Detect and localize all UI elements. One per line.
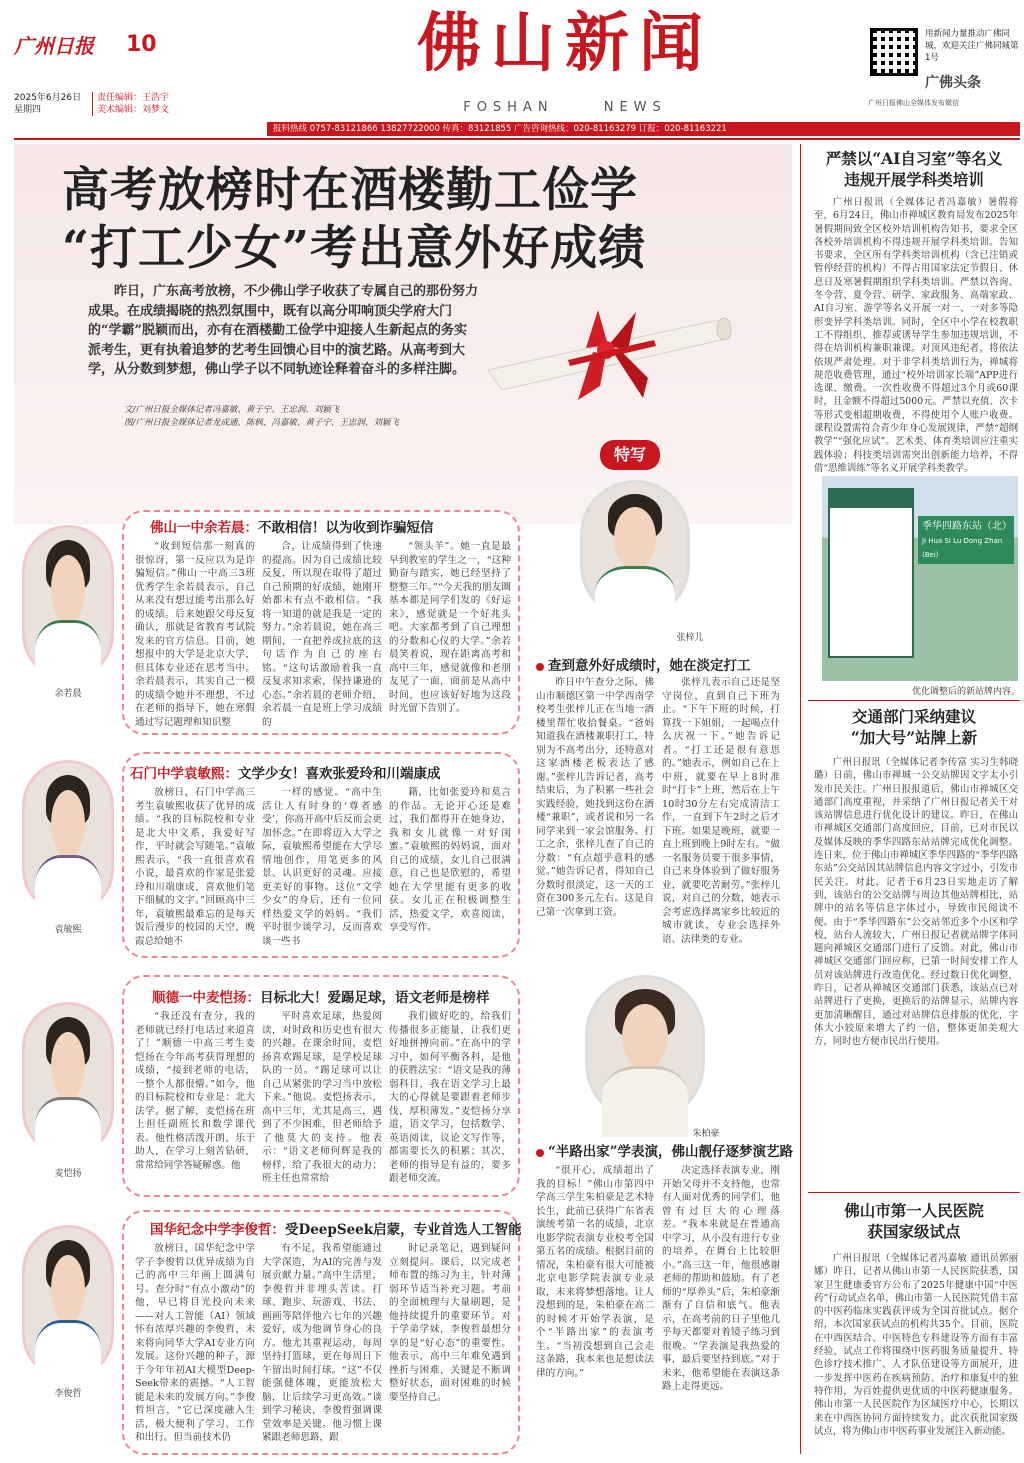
brand-name: 广佛头条 xyxy=(925,75,981,91)
photo-caption: 袁敏熙 xyxy=(54,925,82,935)
profile-title: 文学少女！喜欢张爱玲和川端康成 xyxy=(238,766,441,782)
profile-column: 有不足，我希望能通过大学深造，为AI的完善与发展贡献力量。”高中生活里，李俊哲并非埋头苦读。打球、跑步、玩游戏、书法、画画等陪伴他六七年的兴趣爱好，成为他调节身心的良方。他尤其重视运动，每周坚持打篮球，更在每周日下午留出时间打球。“这”不仅能强健体魄，更能放松大脑，让后续学习更高效。”谈到学习秘诀，李俊哲强调课堂效率是关键。他习惯上课紧跟老师思路，跟 xyxy=(262,1243,382,1443)
photo-caption: 优化调整后的新站牌内容。 xyxy=(911,687,1020,697)
headline-line-1: 高考放榜时在酒楼勤工俭学 xyxy=(62,163,638,218)
profile-column: 时记录笔记，遇到疑问立刻提问。课后，以完成老师布置的练习为主，针对薄弱环节适当补充习题。考前的全面梳理与大量刷题，是他持续提升的重要环节。对于学弟学妹，李俊哲最想分享的是“好心态”的重要性。他表示，高中三年难免遇到挫折与困难，关键是不断调整好状态，面对困难的时候要坚持自己。 xyxy=(389,1243,511,1403)
sidebar-title-line: 获国家级试点 xyxy=(867,1222,961,1241)
qr-caption: 用新闻力量推动广佛同城，欢迎关注广佛同城第1号 xyxy=(925,29,1019,63)
lead-paragraph: 昨日，广东高考放榜，不少佛山学子收获了专属自己的那份努力成果。在成绩揭晓的热烈氛围中，既有以高分叩响顶尖学府大门的“学霸”脱颖而出，亦有在酒楼勤工俭学中迎接人生新起点的务实派考生，更有执着追梦的艺考生回馈心目中的演艺路。从高考到大学，从分数到梦想，佛山学子以不同轨迹诠释着奋斗的多样注脚。 xyxy=(88,284,479,377)
profile-column: 放榜日，国华纪念中学学子李俊哲以优异成绩为自己的高中三年画上圆满句号。查分时“有点小激动”的他，早已将目光投向未来——对人工智能（AI）领域怀有浓厚兴趣的李俊哲，未来将向同华大学AI专业方向发展。这份兴趣的种子，源于今年年初AI大模型Deep-Seek带来的震撼。“人工智能是未来的发展方向。”李俊哲坦言，“它已深度融入生活，极大便利了学习、工作和出行。但当前技术仍 xyxy=(135,1243,255,1443)
photo-caption: 麦恺扬 xyxy=(54,1169,82,1179)
portrait-photo xyxy=(585,975,705,1123)
profile-column: 我们做好吃的，给我们传播很多正能量，让我们更好地拼搏向前。”在高中的学习中，如何平衡各科，是他的获胜法宝：“语文是我的薄弱科目，我在语文学习上最大的心得就是要跟着老师步伐，厚积薄发。”麦恺扬分享道，语文学习，包括数学、英语阅读，议论文写作等，都需要长久的积累；其次，老师的指导是有益的，要多跟老师交流。 xyxy=(389,1011,511,1184)
issue-date xyxy=(14,92,81,116)
sidebar-title-line: “加大号”站牌上新 xyxy=(850,728,978,747)
profile-headline xyxy=(152,986,490,1006)
sidebar-story-text: 广州日报讯（全媒体记者冯嘉敏）暑假将至，6月24日，佛山市禅城区教育局发布2025年暑假期间致全区校外培训机构告知书，要求全区各校外培训机构不得违规开展学科类培训。告知书要求，全区所有学科类培训机构（含已注销或暂停经营的机构）不得占用国家法定节假日、休息日及寒暑假期组织学科类培训。严禁以咨询、冬令营、夏令营、研学、家政服务、高端家政、AI自习室、游学等名义开展一对一、一对多等隐形变异学科类培训。同时，全区中小学在校教职工不得组织、推荐或诱导学生参加违规培训，不得在培训机构兼职兼课。对顶风违纪者，将依法依规严肃处理。对于非学科类培训行为，禅城将规范收费管理，通过“校外培训家长端”APP进行选课、缴费。一次性收费不得超过3个月或60课时，且金额不得超过5000元。严禁以充值、次卡等形式变相超期收费，不得使用个人账户收费。课程设置需符合青少年身心发展规律，严禁“超纲教学”“强化应试”。艺术类、体育类培训应注重实践体验；科技类培训需突出创新能力培养，不得借“思维训练”等名义开展学科类教学。 xyxy=(814,197,1018,474)
section-title: 佛山新闻 xyxy=(417,6,713,81)
profile-headline xyxy=(130,762,441,782)
profile-school-name: 石门中学袁敏熙： xyxy=(130,766,238,782)
sign-station-name xyxy=(918,516,1014,564)
sidebar-title-line: 佛山市第一人民医院 xyxy=(844,1201,984,1220)
top-divider xyxy=(14,138,1020,140)
photo-caption: 李俊哲 xyxy=(54,1389,82,1399)
portrait-photo xyxy=(22,1225,114,1380)
profile-school-name: 佛山一中余若晨： xyxy=(150,520,258,536)
portrait-photo xyxy=(22,1002,114,1157)
profile-column: “我还没有查分，我的老师就已经打电话过来道喜了！”顺德一中高三考生麦恺扬在今年高考获得理想的成绩，“接到老师的电话，一整个人都很懵。”如今，他的目标院校和专业是：北大法学。据了解，麦恺扬在班上担任副班长和数学课代表。他性格活泼开朗，乐于助人，在学习上刻苦钻研，常常给同学答疑解惑。他 xyxy=(135,1011,255,1171)
profile-title: 受DeepSeek启蒙，专业首选人工智能 xyxy=(285,1222,522,1238)
profile-column: 放榜日，石门中学高三考生袁敏熙收获了优异的成绩。“我的目标院校和专业是北大中文系，我爱好写作，平时就会写随笔。”袁敏熙表示，“我一直很喜欢看小说，最喜欢的作家是张爱玲和川端康成，喜欢他们笔下细腻的文字。”回顾高中三年，袁敏熙最难忘的是每天饭后漫步的校园的天空，晚霞总给她不 xyxy=(135,787,255,947)
portrait-photo xyxy=(580,480,690,620)
editor-credits xyxy=(92,92,169,116)
sign-pinyin: Ji Hua Si Lu Dong Zhan (Bei) xyxy=(922,537,1003,559)
byline xyxy=(124,404,454,430)
profile-column: 平时喜欢足球，热爱阅读，对时政和历史也有很大的兴趣。在课余时间，麦恺扬喜欢踢足球，是学校足球队的一员。“踢足球可以让自己从紧张的学习当中放松下来。”他说。麦恺扬表示，高中三年，尤其是高三，遇到了不少困难，但老师给予了他莫大的支持。他表示：“语文老师何辉是我的榜样，给了我很大的动力；班主任也常常给 xyxy=(262,1011,382,1184)
sidebar-divider xyxy=(808,1192,1020,1193)
photo-caption: 余若晨 xyxy=(54,689,82,699)
feature-tag: 特写 xyxy=(600,440,660,470)
profile-title: 不敢相信！以为收到诈骗短信 xyxy=(258,520,434,536)
sidebar-title-line: 违规开展学科类培训 xyxy=(844,170,984,189)
contact-bar: 报料热线 0757-83121866 13827722000 传真：83121855 广告咨询热线：020-81163279 订报：020-81163221 xyxy=(267,122,1020,136)
profile-title: 目标北大！爱踢足球，语文老师是榜样 xyxy=(260,990,490,1006)
photo-caption: 张梓儿 xyxy=(676,633,704,643)
story-column: 昨日中午查分之际，佛山市顺德区第一中学西南学校考生张梓儿正在当地一酒楼里帮忙收拾餐桌。“爸妈知道我在酒楼兼职打工，特别为不高考出分，还特意对这家酒楼老板表达了感谢。”张梓儿告诉记者，高考结束后，为了积累一些社会实践经验，她找到这份在酒楼“兼职”，或者说和另一名同学来到一家会馆服务。打工之余，张梓儿查了自己的分数：“有点超乎意料的感觉。”她告诉记者，得知自己分数时很淡定，这一天的工资在300多元左右。这是自己第一次拿到工资。 xyxy=(536,677,654,918)
column-divider xyxy=(800,144,801,1454)
portrait-photo xyxy=(22,525,114,680)
sidebar-story-title xyxy=(808,148,1020,190)
sidebar-story-text: 广州日报讯（全媒体记者李传富 实习生韩晓璐）日前，佛山市禅城一公交站牌因文字太小引发市民关注。广州日报报道后，佛山市禅城区交通部门高度重视，并采纳了广州日报记者关于对该站牌信息进行优化设计的建议。昨日，在佛山市禅城区交通部门高度回应，目前，已对市民以及媒体反映的季华四路东站站牌完成优化调整。连日来，位于佛山市禅城区季华四路的“季华四路东站”公交站因其站牌信息内容文字过小，引发市民关注。对此，记者于6月23日实地走访了解到，该站台的公交站牌与周边其他站牌相比，站牌中的站名等信息字体过小，导致市民阅读不便。由于“季华四路东”公交站邻近多个小区和学校，站台人流较大，广州日报记者就站牌字体问题向禅城区交通部门进行了反馈。对此，佛山市禅城区交通部门回应称，已第一时间安排工作人员对该站牌进行改造优化。经过数日优化调整，昨日，记者从禅城区交通部门获悉，该站点已对站牌进行了更换，更换后的站牌显示，站牌内容更加清晰醒目，通过对站牌信息排版的优化，字体大小较原来增大了约一倍，整体更加美观大方，同时也方便市民出行使用。 xyxy=(814,757,1018,1048)
sidebar-story-text: 广州日报讯（全媒体记者冯嘉敏 通讯员郭丽娜）昨日，记者从佛山市第一人民医院获悉，国家卫生健康委官方公布了2025年健康中国“中医药”行动试点名单，佛山市第一人民医院凭借丰富的中医药临床实践获评成为全国首批试点。据介绍，本次国家获试点的机构共35个。目前，医院在中西医结合、中医特色专科建设等方面有丰富经验，试点工作将围绕中医药服务质量提升、特色诊疗技术推广、人才队伍建设等方面展开，进一步发挥中医药在疾病预防、治疗和康复中的独特作用，为百姓提供更优质的中医药健康服务。佛山市第一人民医院作为区域医疗中心，长期以来在中西医协同方面持续发力，此次获批国家级试点，将为佛山市中医药事业发展注入新动能。 xyxy=(814,1253,1018,1437)
sign-cn: 季华四路东站（北） xyxy=(922,521,1012,532)
sidebar-title-line: 严禁以“AI自习室”等名义 xyxy=(825,149,1003,168)
profile-column: 籍，比如张爱玲和莫言的作品。无论开心还是难过，我们都得开在她身边，我和女儿就像一对好闺蜜。”袁敏熙的妈妈说，面对自己的成绩，女儿自己很满意，自己也是欣慰的，希望她在大学里能有更多的收获。女儿正在积极调整生活，热爱文学，欢喜阅读，享受写作。 xyxy=(389,787,511,933)
story-column: 张梓儿表示自己还是坚守岗位，直到自己下班为止。“下午下班的时候，打算找一下姐姐，一起喝点什么庆祝一下。”她告诉记者。“打工还是很有意思的。”她表示，例如自己在上中班，就要在早上8时准时“打卡”上班，然后在上午10时30分左右完成清洁工作，一直到下午2时之后才下班。如果是晚班，就要一直上班到晚上9时左右。“做一名服务员要干很多事情，自己来身体验到了做好服务业，就要吃苦耐劳。”张梓儿说，对自己的分数，她表示会考虑选择离家乡比较近的城市就读，专业会选择外语、法律类的专业。 xyxy=(662,677,780,945)
headline xyxy=(62,162,762,278)
art-editor-text: 美术编辑：刘梦文 xyxy=(97,105,170,115)
brand-subtitle: 广州日报佛山全媒体发布微信 xyxy=(868,99,959,107)
profile-column: “领头羊”。她一直是最早到教室的学生之一，“这种勤奋与踏实，她已经坚持了整整三年。”“今天我的朋友圈基本都是同学们发的《好运来》，感觉就是一个好兆头吧。大家都考到了自己理想的分数和心仪的大学。”余若晨笑着说，现在距离高考和高中三年，感觉就像和老朋友见了一面，面前是从高中时间，也应该好好地为这段时光留下告别了。 xyxy=(389,541,511,714)
date-text: 2025年6月26日 xyxy=(14,93,82,103)
profile-school-name: 国华纪念中学李俊哲： xyxy=(150,1222,285,1238)
diploma-scroll-illustration xyxy=(468,290,768,410)
qr-code-icon xyxy=(870,28,918,76)
portrait-photo xyxy=(22,760,114,915)
profile-column: 合，让成绩得到了快速的提高。因为自己成绩比较反复，所以现在取得了超过自己预期的好成绩，她刚开始都未有点不敢相信。“我将一知道的就是我是一定的努力。”余若晨说，她在高三期间，一直把养成拉底的这句话作为自己的座右铭。“这句话激励着我一直反复求知求索，保持谦逊的心态。”余若晨的老师介绍，余若晨一直是班上学习成绩的 xyxy=(262,541,382,728)
story-headline: 查到意外好成绩时，她在淡定打工 xyxy=(536,654,751,674)
sidebar-story-title xyxy=(808,706,1020,748)
sidebar-divider xyxy=(808,700,1020,701)
sidebar-title-line: 交通部门采纳建议 xyxy=(851,707,976,726)
page-number: 10 xyxy=(126,32,157,57)
byline-photo: 图/广州日报全媒体记者龙成通、陈枫、冯嘉敏、黄子宁、王忠润、刘颖飞 xyxy=(124,418,399,428)
editor-text: 责任编辑：王浩宇 xyxy=(97,93,170,103)
bullet-icon xyxy=(536,1149,544,1157)
section-title-en: FOSHAN NEWS xyxy=(463,100,667,115)
headline-line-2: “打工少女”考出意外好成绩 xyxy=(62,221,647,276)
bullet-icon xyxy=(536,663,544,671)
photo-caption: 朱柏豪 xyxy=(692,1129,720,1139)
story-column: 决定选择表演专业，刚开始父母并不支持他，也常有人面对优秀的同学们，他曾有过巨大的心理落差。“我本来就是在普通高中学习，从小没有进行专业的培养，在舞台上比较胆小。”高三这一年，他很感谢老师的帮助和鼓励。有了老师的“厚养头”后，朱柏豪渐渐有了自信和底气。他表示，在高考前的日子里他几乎每天都要对着镜子练习到很晚。“学表演是我热爱的事，最后要坚持到底。”对于未来，他希望能在表演这条路上走得更远。 xyxy=(662,1165,780,1392)
story-column: “很开心，成绩超出了我的目标！”佛山市第四中学高三学生朱柏豪是艺术特长生，此前已获得广东省表演统考第一名的成绩，北京电影学院表演专业校考全国第五名的成绩。根据目前的情况，朱柏豪有很大可能被北京电影学院表演专业录取，未来将梦想落地。让人没想到的是，朱柏豪在高二的时候才开始学表演，是个“半路出家”的表演考生。“当初没想到自己会走这条路，我本来也是想读法律的方向。” xyxy=(536,1165,654,1379)
bus-stop-sign-photo xyxy=(822,476,1018,681)
sidebar-story-title xyxy=(808,1200,1020,1242)
profile-school-name: 顺德一中麦恺扬： xyxy=(152,990,260,1006)
newspaper-logo: 广州日报 xyxy=(14,34,94,58)
weekday-text: 星期四 xyxy=(14,105,42,115)
profile-headline xyxy=(150,516,434,536)
profile-column: “收到短信那一刻真的很惊讶，第一反应以为是诈骗短信。”佛山一中高三3班优秀学生余若晨表示，自己从来没有想过能考出那么好的成绩。后来她跟父母反复确认，那就是省教育考试院发来的官方信息。目前，她想报中的大学是北京大学，但具体专业还在思考当中。余若晨表示，其实自己一模的成绩令她并不理想，不过在老师的指导下，她在寒假通过写记题理和知识整 xyxy=(135,541,255,728)
profile-headline xyxy=(150,1218,522,1238)
sign-board xyxy=(828,488,914,658)
byline-text: 文/广州日报全媒体记者冯嘉敏、黄子宁、王忠润、刘颖飞 xyxy=(124,405,340,415)
story-headline: “半路出家”学表演，佛山靓仔逐梦演艺路 xyxy=(536,1140,793,1160)
profile-column: 一样的感觉。“高中生活让人有时身的‘尊者感受’，你高开高中后反而会更加怀念。”在即将迈入大学之际，袁敏熙希望能在大学尽情地创作，用笔更多的风景、认识更好的灵魂。应接更美好的事物。这位“文学少女”的身后，还有一位同样热爱文学的妈妈。“我们平时很少谈学习，反而喜欢谈一些书 xyxy=(262,787,382,947)
